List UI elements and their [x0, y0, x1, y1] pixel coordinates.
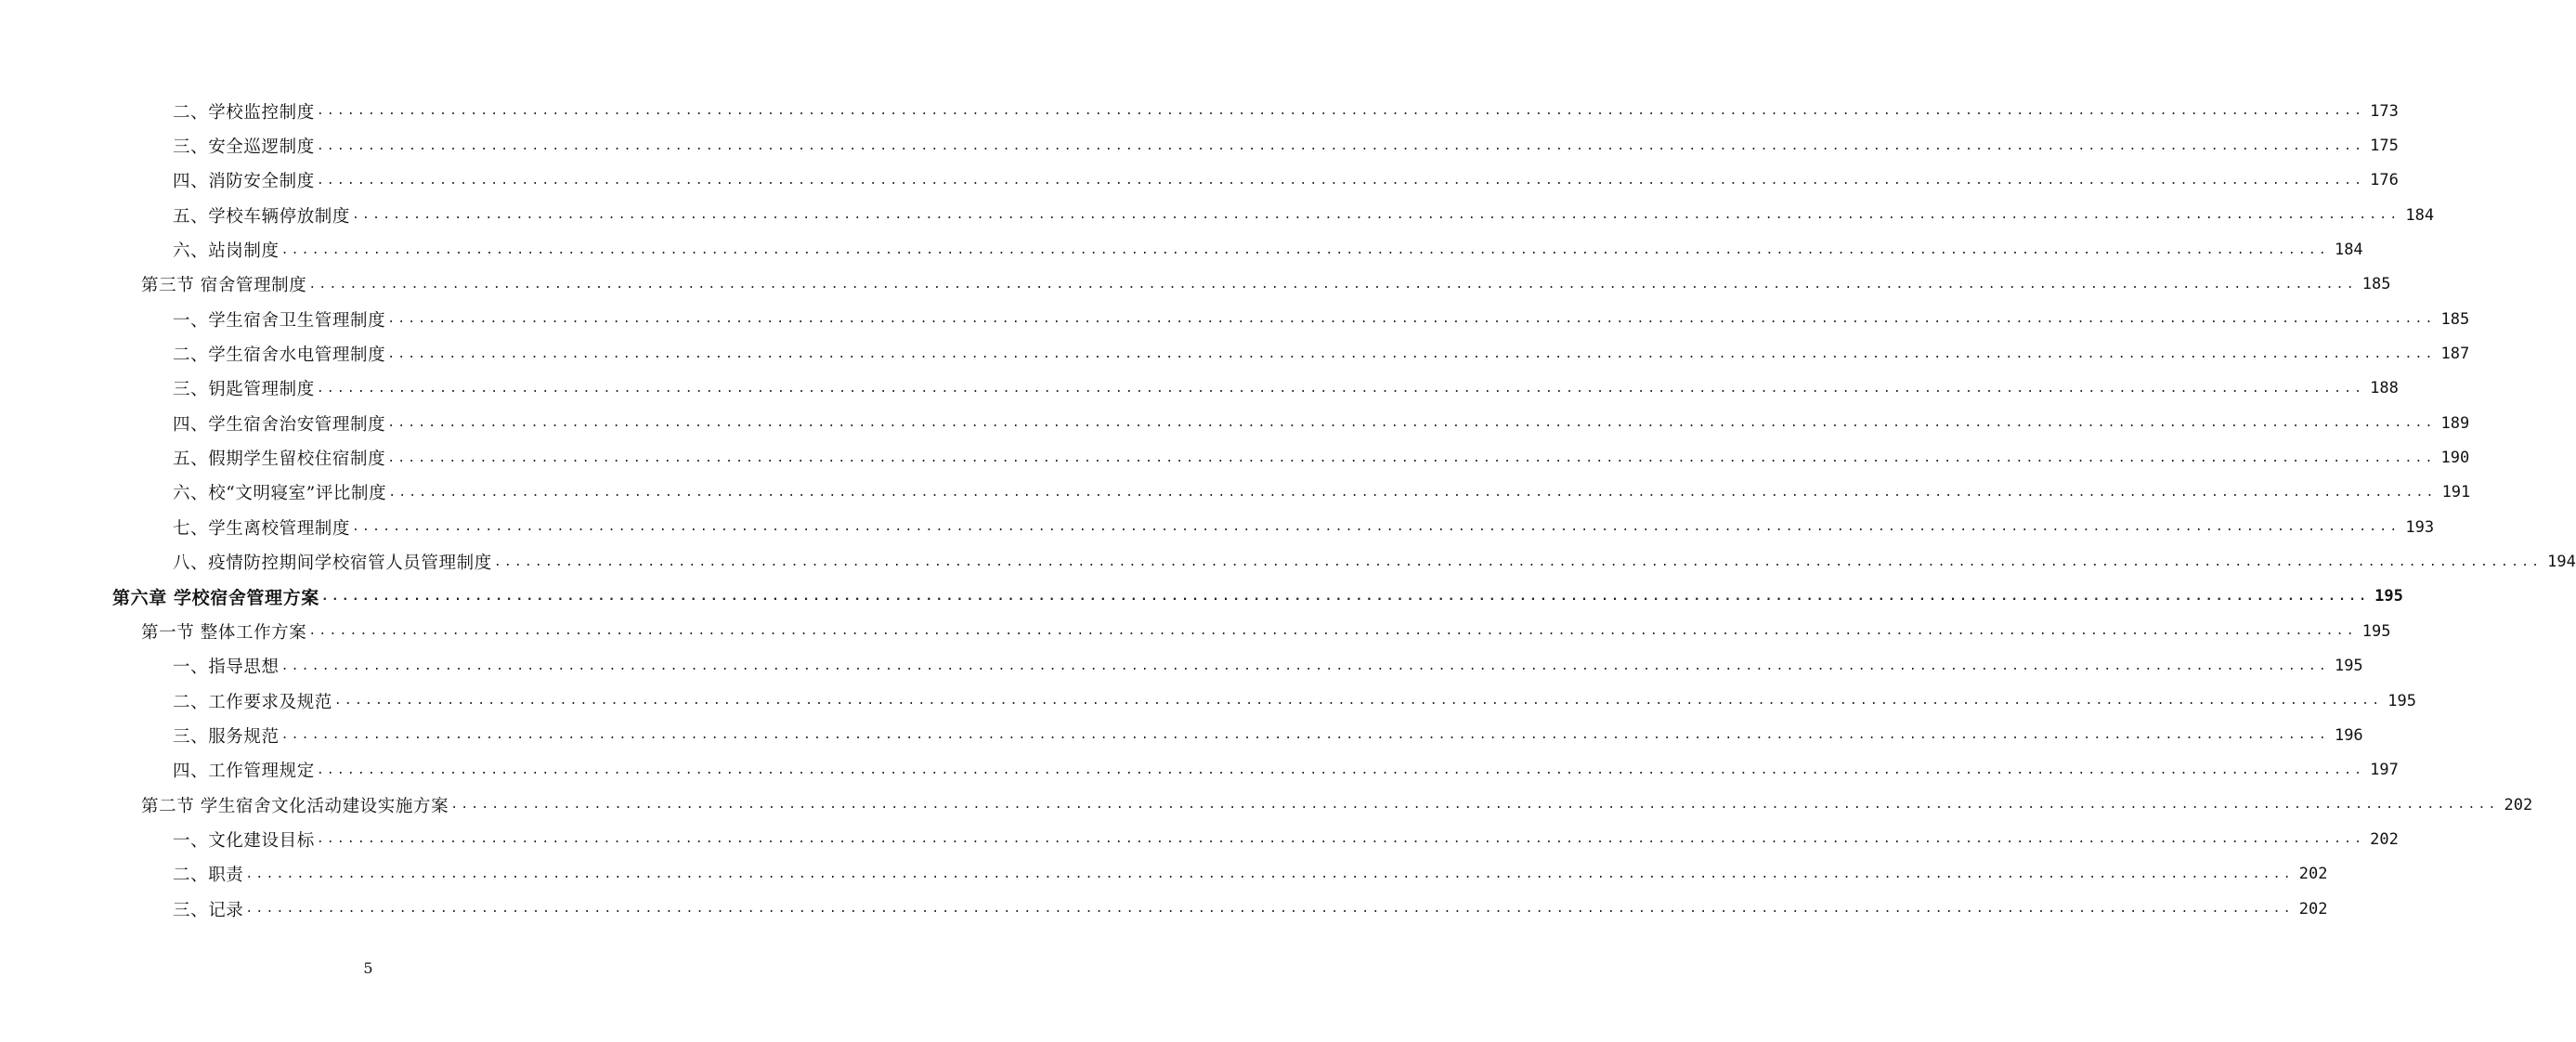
toc-entry-title: 二、工作要求及规范	[173, 692, 332, 712]
toc-entry-title: 四、学生宿舍治安管理制度	[173, 414, 386, 435]
toc-leader-dots: ........................................................................................................................................................................................................	[316, 104, 2365, 119]
toc-leader-dots: ........................................................................................................................................................................................................	[308, 624, 2357, 639]
toc-entry-line	[173, 480, 2471, 504]
toc-entry-title: 八、疫情防控期间学校宿管人员管理制度	[173, 554, 492, 574]
toc-entry-page: 202	[2504, 795, 2533, 814]
table-of-contents	[0, 94, 2576, 926]
toc-entry-title: 二、职责	[173, 866, 244, 886]
toc-entry-page: 175	[2370, 137, 2399, 156]
toc-entry-line	[173, 515, 2435, 540]
toc-entry-page: 194	[2547, 553, 2576, 572]
toc-entry-page: 197	[2370, 761, 2399, 780]
toc-entry-title: 三、钥匙管理制度	[173, 380, 315, 400]
toc-leader-dots: ........................................................................................................................................................................................................	[316, 762, 2365, 777]
toc-entry[interactable]	[0, 649, 2363, 684]
toc-entry[interactable]	[0, 267, 2391, 302]
toc-entry-title: 二、学校监控制度	[173, 102, 315, 123]
toc-entry-page: 195	[2334, 657, 2363, 676]
toc-entry-page: 184	[2334, 241, 2363, 260]
toc-leader-dots: ........................................................................................................................................................................................................	[387, 416, 2436, 431]
toc-entry-title: 一、学生宿舍卫生管理制度	[173, 310, 386, 331]
toc-entry[interactable]	[0, 336, 2470, 371]
toc-entry-title: 三、安全巡逻制度	[173, 137, 315, 158]
toc-entry-page: 202	[2298, 865, 2328, 884]
toc-leader-dots: ........................................................................................................................................................................................................	[450, 798, 2499, 813]
toc-leader-dots: ........................................................................................................................................................................................................	[280, 728, 2329, 743]
toc-leader-dots: ........................................................................................................................................................................................................	[333, 694, 2383, 709]
toc-leader-dots: ........................................................................................................................................................................................................	[316, 381, 2365, 396]
toc-leader-dots: ........................................................................................................................................................................................................	[245, 866, 2294, 881]
toc-entry-line	[173, 168, 2399, 192]
toc-entry-title: 六、站岗制度	[173, 241, 280, 262]
toc-leader-dots: ........................................................................................................................................................................................................	[316, 138, 2365, 153]
toc-leader-dots: ........................................................................................................................................................................................................	[352, 208, 2400, 223]
toc-entry-title: 第六章 学校宿舍管理方案	[112, 587, 319, 608]
toc-entry-line	[141, 619, 2391, 644]
toc-entry-line	[141, 272, 2391, 296]
toc-entry[interactable]	[0, 580, 2403, 614]
toc-entry-title: 六、校“文明寝室”评比制度	[173, 484, 387, 504]
toc-entry-title: 二、学生宿舍水电管理制度	[173, 345, 386, 366]
toc-entry-line	[112, 584, 2403, 609]
toc-entry-line	[173, 307, 2470, 332]
toc-entry[interactable]	[0, 684, 2416, 718]
toc-entry-line	[141, 793, 2533, 817]
toc-entry-line	[173, 99, 2399, 124]
page-number: 5	[363, 959, 373, 977]
toc-leader-dots: ........................................................................................................................................................................................................	[245, 902, 2294, 917]
toc-entry-line	[173, 862, 2328, 886]
toc-entry-page: 184	[2405, 205, 2435, 225]
toc-entry-line	[173, 550, 2576, 574]
toc-entry-line	[173, 827, 2399, 852]
toc-leader-dots: ........................................................................................................................................................................................................	[387, 346, 2436, 361]
toc-entry-title: 四、工作管理规定	[173, 762, 315, 782]
toc-entry-title: 第一节 整体工作方案	[141, 622, 307, 643]
toc-entry-line	[173, 689, 2416, 713]
toc-entry[interactable]	[0, 822, 2399, 856]
toc-entry-line	[173, 203, 2435, 228]
toc-entry-page: 195	[2361, 621, 2391, 641]
toc-entry[interactable]	[0, 94, 2399, 128]
toc-entry-title: 七、学生离校管理制度	[173, 518, 351, 539]
toc-entry-page: 185	[2361, 275, 2391, 294]
toc-entry-page: 195	[2387, 691, 2416, 710]
toc-entry[interactable]	[0, 788, 2533, 822]
toc-leader-dots: ........................................................................................................................................................................................................	[493, 554, 2543, 569]
toc-entry-page: 188	[2370, 379, 2399, 398]
toc-entry-line	[173, 376, 2399, 400]
toc-entry-page: 195	[2374, 587, 2403, 606]
toc-entry[interactable]	[0, 232, 2363, 267]
toc-entry[interactable]	[0, 163, 2399, 198]
toc-entry-title: 三、记录	[173, 900, 244, 920]
toc-entry-page: 185	[2440, 309, 2470, 329]
toc-leader-dots: ........................................................................................................................................................................................................	[320, 589, 2370, 604]
toc-entry-page: 202	[2298, 899, 2328, 918]
toc-entry-title: 一、指导思想	[173, 658, 280, 678]
toc-leader-dots: ........................................................................................................................................................................................................	[280, 242, 2329, 257]
toc-entry-page: 196	[2334, 725, 2363, 745]
toc-entry-title: 三、服务规范	[173, 726, 280, 747]
toc-entry-line	[173, 342, 2470, 366]
toc-entry[interactable]	[0, 753, 2399, 788]
toc-entry-page: 190	[2440, 449, 2470, 468]
toc-entry[interactable]	[0, 302, 2470, 336]
toc-entry[interactable]	[0, 371, 2399, 406]
toc-entry[interactable]	[0, 440, 2470, 475]
toc-entry-line	[173, 134, 2399, 158]
toc-leader-dots: ........................................................................................................................................................................................................	[388, 485, 2437, 500]
toc-entry[interactable]	[0, 406, 2470, 440]
toc-entry-line	[173, 411, 2470, 436]
toc-entry[interactable]	[0, 544, 2576, 579]
toc-entry[interactable]	[0, 128, 2399, 163]
toc-entry-line	[173, 758, 2399, 782]
toc-entry[interactable]	[0, 857, 2328, 892]
toc-entry-page: 202	[2370, 829, 2399, 849]
toc-leader-dots: ........................................................................................................................................................................................................	[280, 658, 2329, 673]
toc-entry-page: 176	[2370, 171, 2399, 190]
toc-entry-title: 第二节 学生宿舍文化活动建设实施方案	[141, 796, 449, 816]
toc-entry-page: 191	[2441, 483, 2471, 502]
toc-entry-title: 五、假期学生留校住宿制度	[173, 449, 386, 470]
toc-entry-page: 173	[2370, 101, 2399, 121]
toc-leader-dots: ........................................................................................................................................................................................................	[352, 520, 2400, 535]
toc-entry[interactable]	[0, 510, 2435, 544]
toc-entry-page: 193	[2405, 517, 2435, 537]
toc-leader-dots: ........................................................................................................................................................................................................	[316, 173, 2365, 188]
toc-leader-dots: ........................................................................................................................................................................................................	[387, 312, 2436, 327]
toc-leader-dots: ........................................................................................................................................................................................................	[308, 277, 2357, 292]
toc-entry-title: 第三节 宿舍管理制度	[141, 276, 307, 296]
toc-entry[interactable]	[0, 614, 2391, 648]
toc-leader-dots: ........................................................................................................................................................................................................	[316, 832, 2365, 847]
toc-leader-dots: ........................................................................................................................................................................................................	[387, 450, 2436, 465]
toc-entry-title: 一、文化建设目标	[173, 830, 315, 851]
toc-entry-page: 189	[2440, 413, 2470, 433]
toc-entry[interactable]	[0, 718, 2363, 752]
toc-entry-line	[173, 654, 2363, 678]
toc-entry[interactable]	[0, 198, 2435, 232]
toc-entry-title: 五、学校车辆停放制度	[173, 206, 351, 227]
toc-entry[interactable]	[0, 475, 2471, 510]
toc-entry-line	[173, 446, 2470, 470]
toc-entry-title: 四、消防安全制度	[173, 172, 315, 192]
toc-entry-page: 187	[2440, 345, 2470, 364]
toc-entry-line	[173, 723, 2363, 748]
toc-entry[interactable]	[0, 892, 2328, 926]
toc-entry-line	[173, 897, 2328, 921]
toc-entry-line	[173, 238, 2363, 262]
